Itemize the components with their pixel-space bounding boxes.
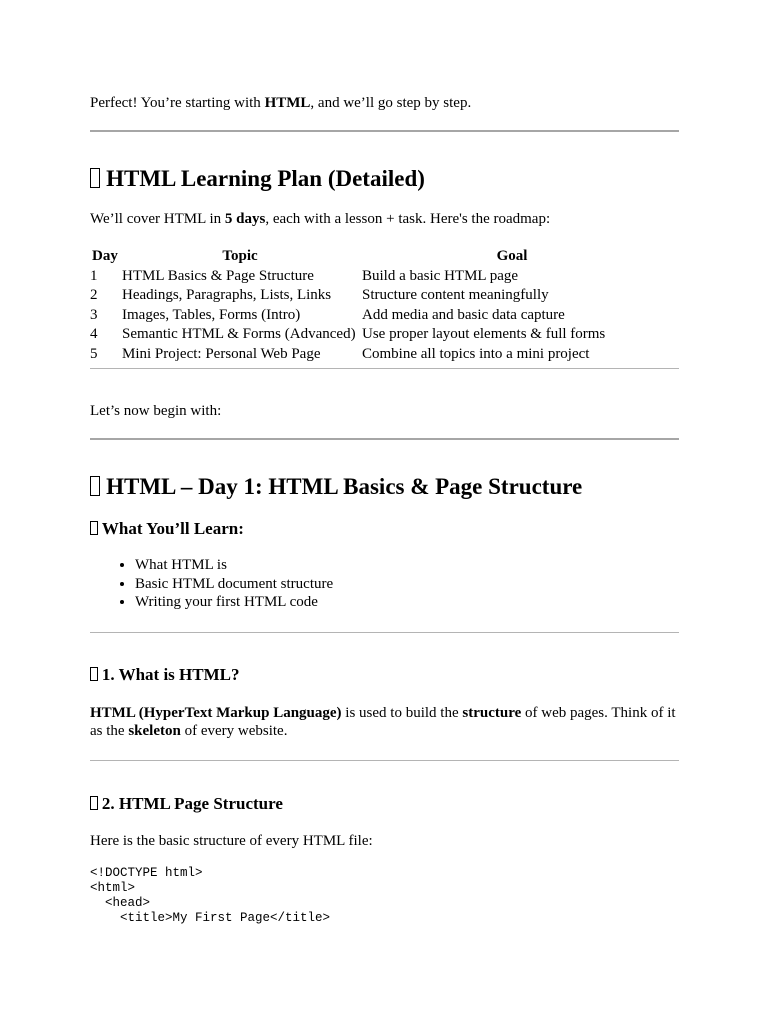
divider: [90, 130, 679, 132]
cell-day: 5: [90, 345, 98, 362]
code-block: <!DOCTYPE html> <html> <head> <title>My First Page</title>: [90, 866, 331, 925]
intro-text: Perfect! You’re starting with: [90, 95, 265, 111]
missing-glyph-icon: [90, 476, 100, 496]
cell-day: 2: [90, 287, 98, 303]
cell-goal: Build a basic HTML page: [362, 267, 519, 284]
cell-topic: HTML Basics & Page Structure: [122, 267, 314, 284]
cell-day: 4: [90, 326, 98, 342]
plan-heading-text: HTML Learning Plan (Detailed): [106, 166, 425, 191]
plan-summary-bold: 5 days: [224, 211, 266, 227]
table-row: [90, 267, 664, 287]
column-header-day: Day: [92, 248, 118, 264]
section1-text: of every website.: [180, 723, 288, 739]
section1-heading-text: 1. What is HTML?: [101, 665, 240, 684]
learn-heading-text: What You’ll Learn:: [101, 519, 244, 538]
divider: [90, 438, 679, 440]
table-row: [90, 325, 664, 345]
cell-goal: Use proper layout elements & full forms: [362, 326, 606, 342]
intro-text-end: , and we’ll go step by step.: [310, 95, 472, 111]
learning-plan-table: [90, 247, 664, 364]
missing-glyph-icon: [90, 521, 98, 535]
section2-heading: [90, 794, 283, 814]
term-skeleton: skeleton: [128, 723, 181, 739]
term-html: HTML (HyperText Markup Language): [90, 705, 342, 721]
cell-goal: Structure content meaningfully: [362, 287, 549, 303]
missing-glyph-icon: [90, 796, 98, 810]
intro-bold-html: HTML: [264, 95, 311, 111]
column-header-goal: Goal: [496, 248, 528, 264]
plan-summary-text-end: , each with a lesson + task. Here's the roadmap:: [265, 211, 551, 227]
section1-heading: [90, 665, 239, 685]
section2-paragraph: Here is the basic structure of every HTML file:: [90, 833, 373, 849]
cell-topic: Semantic HTML & Forms (Advanced): [122, 326, 356, 342]
day1-heading: [90, 473, 582, 501]
cell-goal: Add media and basic data capture: [362, 306, 565, 323]
plan-summary: [90, 210, 550, 228]
divider: [90, 760, 679, 761]
plan-heading: [90, 165, 425, 193]
intro-paragraph: [90, 94, 471, 112]
cell-topic: Images, Tables, Forms (Intro): [122, 306, 301, 323]
column-header-topic: Topic: [222, 248, 258, 264]
day1-heading-text: HTML – Day 1: HTML Basics & Page Structure: [106, 474, 583, 499]
section1-paragraph: [90, 704, 679, 740]
missing-glyph-icon: [90, 667, 98, 681]
table-header-row: [90, 247, 664, 267]
learn-heading: [90, 519, 244, 539]
table-row: [90, 286, 664, 306]
list-item: • What HTML is: [135, 556, 333, 575]
learn-list: [90, 556, 333, 612]
missing-glyph-icon: [90, 168, 100, 188]
cell-day: 3: [90, 306, 98, 323]
term-structure: structure: [462, 705, 522, 721]
divider: [90, 632, 679, 633]
table-row: [90, 306, 664, 326]
cell-goal: Combine all topics into a mini project: [362, 345, 590, 362]
section1-text: is used to build the: [341, 705, 463, 721]
section1-text: of web pages. Think of it as the: [90, 705, 676, 739]
begin-text: Let’s now begin with:: [90, 403, 222, 419]
list-item: • Writing your first HTML code: [135, 593, 333, 612]
cell-day: 1: [90, 267, 98, 284]
divider: [90, 368, 679, 369]
list-item: • Basic HTML document structure: [135, 575, 333, 594]
table-row: [90, 345, 664, 365]
plan-summary-text: We’ll cover HTML in: [90, 211, 225, 227]
cell-topic: Headings, Paragraphs, Lists, Links: [122, 287, 332, 303]
section2-heading-text: 2. HTML Page Structure: [101, 794, 283, 813]
cell-topic: Mini Project: Personal Web Page: [122, 345, 321, 362]
